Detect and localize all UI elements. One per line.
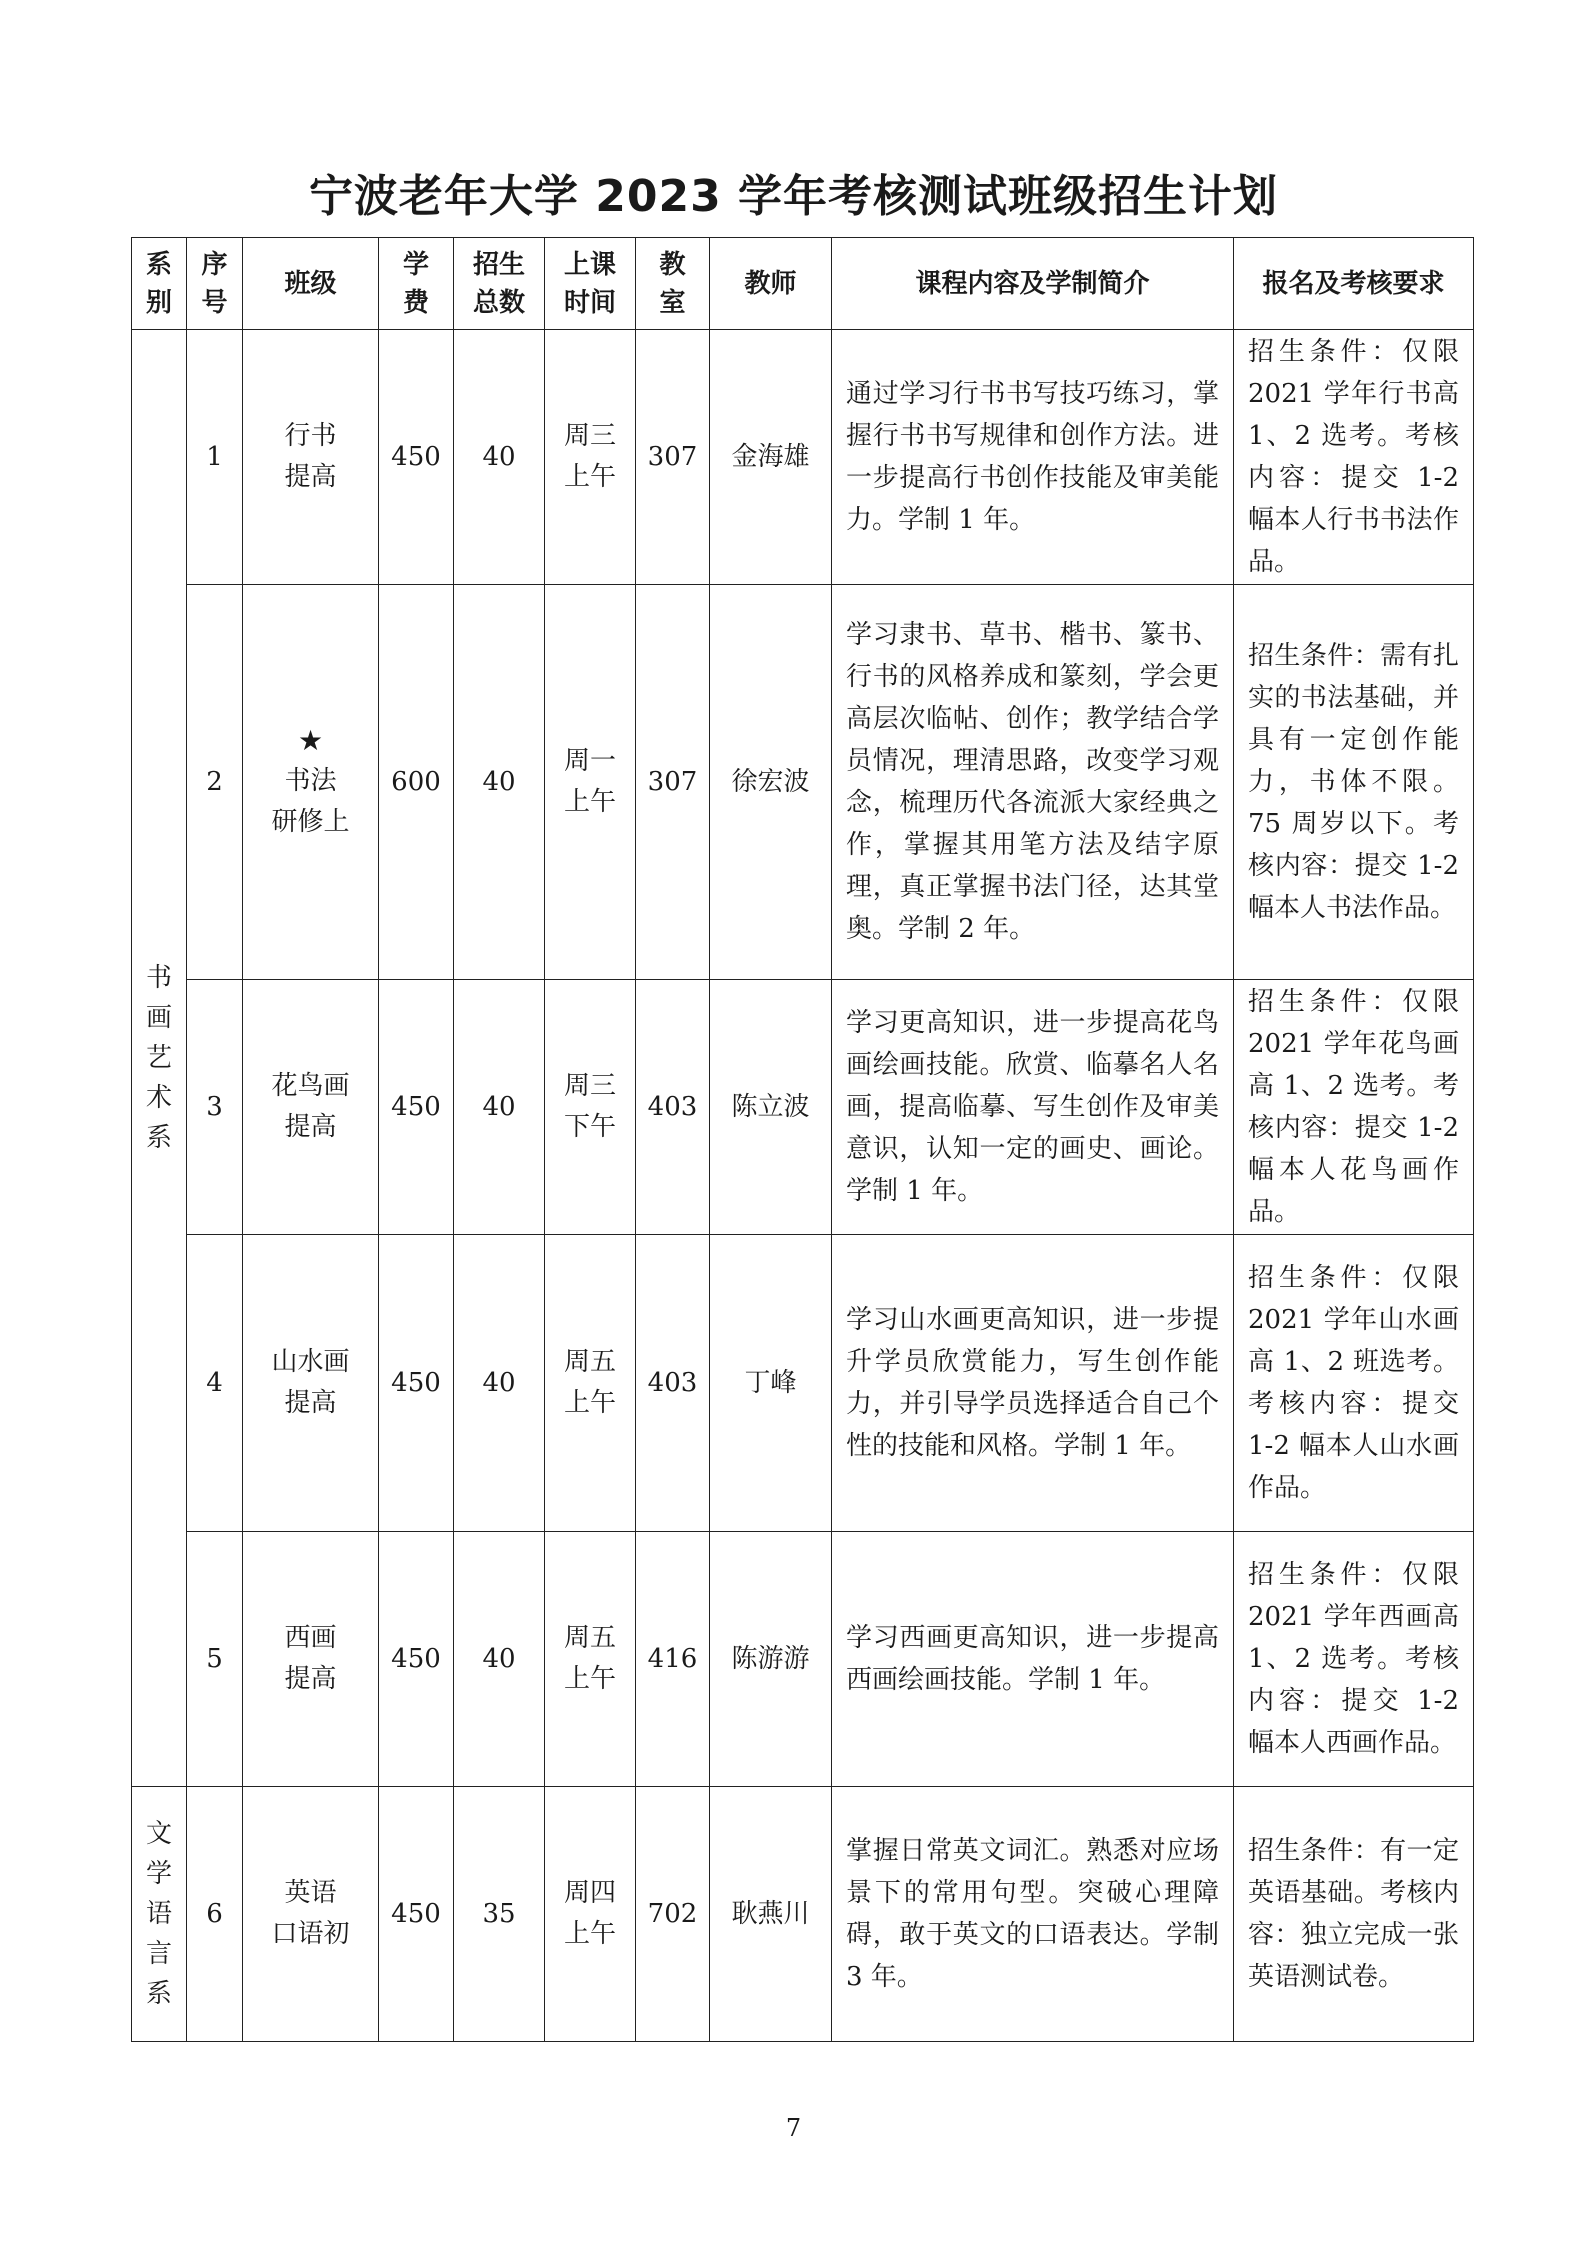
teacher-cell: 耿燕川	[710, 1787, 832, 2042]
room-cell: 702	[636, 1787, 710, 2042]
req-cell: 招生条件：仅限 2021 学年西画高 1、2 选考。考核内容：提交 1-2 幅本人西画作品。	[1234, 1532, 1474, 1787]
req-cell: 招生条件：需有扎实的书法基础，并具有一定创作能力，书体不限。75 周岁以下。考核内容：提交 1-2 幅本人书法作品。	[1234, 585, 1474, 980]
header-teacher: 教师	[710, 238, 832, 330]
header-desc: 课程内容及学制简介	[832, 238, 1234, 330]
desc-cell: 学习更高知识，进一步提高花鸟画绘画技能。欣赏、临摹名人名画，提高临摹、写生创作及审美意识，认知一定的画史、画论。学制 1 年。	[832, 980, 1234, 1235]
req-cell: 招生条件：有一定英语基础。考核内容：独立完成一张英语测试卷。	[1234, 1787, 1474, 2042]
header-req: 报名及考核要求	[1234, 238, 1474, 330]
table-row	[132, 1787, 1474, 2042]
room-cell: 403	[636, 1235, 710, 1532]
table-row	[132, 1532, 1474, 1787]
fee-cell: 450	[379, 330, 454, 585]
header-fee: 学费	[379, 238, 454, 330]
desc-cell: 学习西画更高知识，进一步提高西画绘画技能。学制 1 年。	[832, 1532, 1234, 1787]
teacher-cell: 丁峰	[710, 1235, 832, 1532]
fee-cell: 450	[379, 1235, 454, 1532]
seq-cell: 2	[187, 585, 243, 980]
time-cell: 周五 上午	[545, 1532, 636, 1787]
table-header-row	[132, 238, 1474, 330]
teacher-cell: 陈游游	[710, 1532, 832, 1787]
table-row	[132, 585, 1474, 980]
fee-cell: 450	[379, 980, 454, 1235]
star-icon: ★	[297, 724, 324, 757]
enroll-cell: 40	[454, 1235, 545, 1532]
req-cell: 招生条件：仅限 2021 学年花鸟画高 1、2 选考。考核内容：提交 1-2 幅本人花鸟画作品。	[1234, 980, 1474, 1235]
table-row	[132, 330, 1474, 585]
enroll-cell: 40	[454, 1532, 545, 1787]
dept-cell-calligraphy-painting: 书画艺术系	[132, 330, 187, 1787]
fee-cell: 450	[379, 1787, 454, 2042]
class-cell: 山水画 提高	[243, 1235, 379, 1532]
enroll-cell: 40	[454, 585, 545, 980]
time-cell: 周三 上午	[545, 330, 636, 585]
teacher-cell: 徐宏波	[710, 585, 832, 980]
enroll-cell: 35	[454, 1787, 545, 2042]
teacher-cell: 金海雄	[710, 330, 832, 585]
header-dept: 系别	[132, 238, 187, 330]
table-row	[132, 980, 1474, 1235]
room-cell: 416	[636, 1532, 710, 1787]
seq-cell: 4	[187, 1235, 243, 1532]
time-cell: 周五 上午	[545, 1235, 636, 1532]
header-room: 教室	[636, 238, 710, 330]
enroll-cell: 40	[454, 330, 545, 585]
desc-cell: 学习隶书、草书、楷书、篆书、行书的风格养成和篆刻，学会更高层次临帖、创作；教学结合学员情况，理清思路，改变学习观念，梳理历代各流派大家经典之作，掌握其用笔方法及结字原理，真正掌握书法门径，达其堂奥。学制 2 年。	[832, 585, 1234, 980]
dept-cell-literature-language: 文学语言系	[132, 1787, 187, 2042]
desc-cell: 通过学习行书书写技巧练习，掌握行书书写规律和创作方法。进一步提高行书创作技能及审美能力。学制 1 年。	[832, 330, 1234, 585]
seq-cell: 6	[187, 1787, 243, 2042]
enroll-cell: 40	[454, 980, 545, 1235]
class-cell: ★ 书法 研修上	[243, 585, 379, 980]
desc-cell: 学习山水画更高知识，进一步提升学员欣赏能力，写生创作能力，并引导学员选择适合自己个性的技能和风格。学制 1 年。	[832, 1235, 1234, 1532]
page-number: 7	[785, 2114, 802, 2142]
header-enroll: 招生总数	[454, 238, 545, 330]
time-cell: 周四 上午	[545, 1787, 636, 2042]
enrollment-table	[131, 237, 1474, 2042]
fee-cell: 600	[379, 585, 454, 980]
class-cell: 行书 提高	[243, 330, 379, 585]
teacher-cell: 陈立波	[710, 980, 832, 1235]
table-row	[132, 1235, 1474, 1532]
time-cell: 周一 上午	[545, 585, 636, 980]
seq-cell: 3	[187, 980, 243, 1235]
fee-cell: 450	[379, 1532, 454, 1787]
class-cell: 英语 口语初	[243, 1787, 379, 2042]
header-class: 班级	[243, 238, 379, 330]
time-cell: 周三 下午	[545, 980, 636, 1235]
desc-cell: 掌握日常英文词汇。熟悉对应场景下的常用句型。突破心理障碍，敢于英文的口语表达。学制 3 年。	[832, 1787, 1234, 2042]
room-cell: 403	[636, 980, 710, 1235]
header-seq: 序号	[187, 238, 243, 330]
class-cell: 西画 提高	[243, 1532, 379, 1787]
req-cell: 招生条件：仅限 2021 学年行书高 1、2 选考。考核内容：提交 1-2 幅本人行书书法作品。	[1234, 330, 1474, 585]
page-title: 宁波老年大学 2023 学年考核测试班级招生计划	[308, 171, 1279, 222]
seq-cell: 5	[187, 1532, 243, 1787]
room-cell: 307	[636, 585, 710, 980]
header-time: 上课时间	[545, 238, 636, 330]
req-cell: 招生条件：仅限 2021 学年山水画高 1、2 班选考。考核内容：提交 1-2 幅本人山水画作品。	[1234, 1235, 1474, 1532]
room-cell: 307	[636, 330, 710, 585]
class-cell: 花鸟画 提高	[243, 980, 379, 1235]
seq-cell: 1	[187, 330, 243, 585]
